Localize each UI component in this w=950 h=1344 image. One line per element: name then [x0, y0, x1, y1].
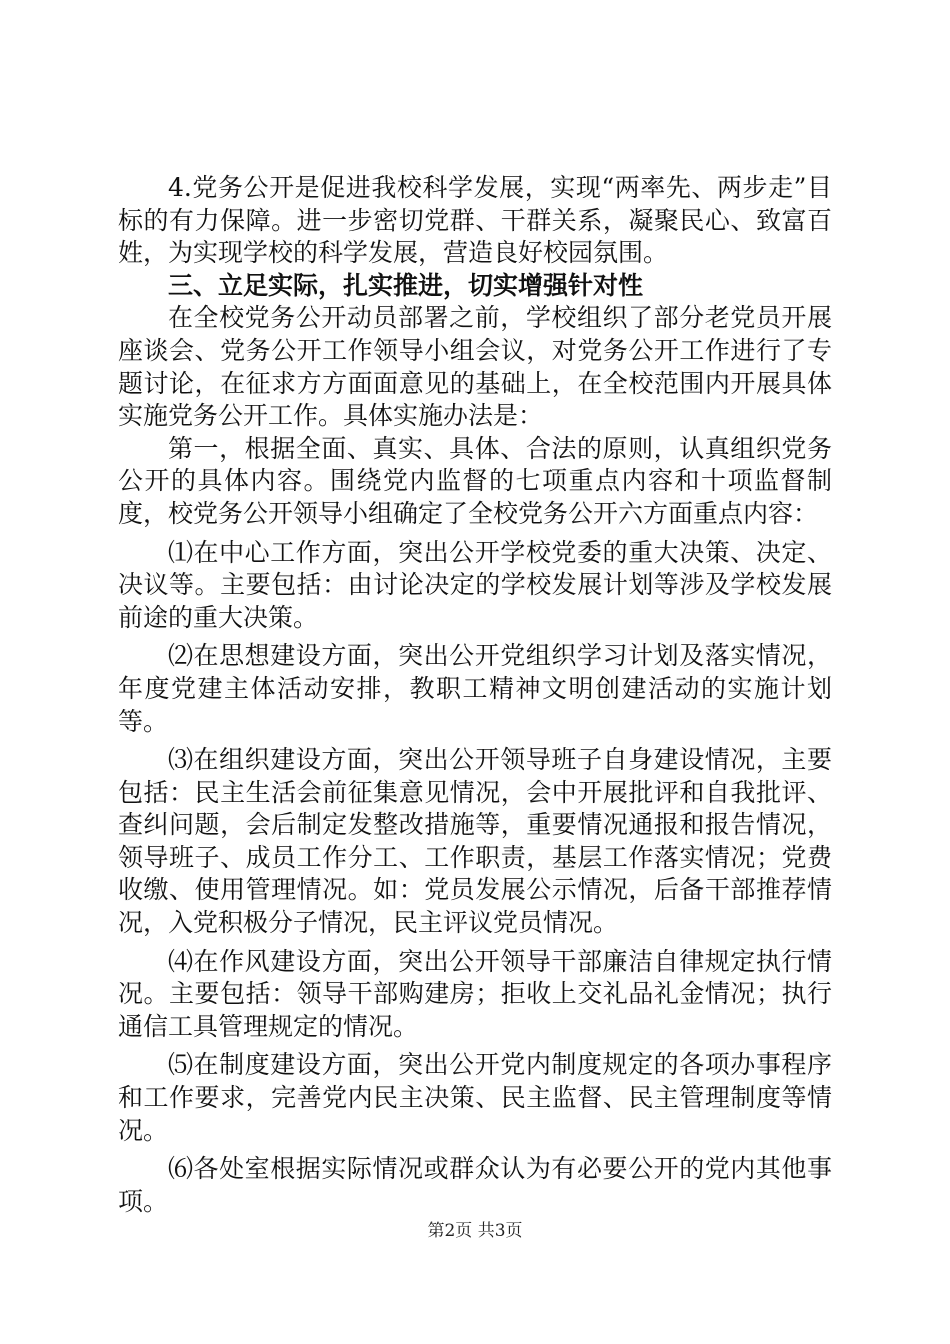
list-item-6-other-matters: ⑹各处室根据实际情况或群众认为有必要公开的党内其他事项。: [118, 1154, 832, 1216]
document-body: [118, 172, 832, 1218]
list-item-3-organization: ⑶在组织建设方面，突出公开领导班子自身建设情况，主要包括：民主生活会前征集意见情况，会中开展批评和自我批评、查纠问题，会后制定发整改措施等，重要情况通报和报告情况，领导班子、成员工作分工、工作职责，基层工作落实情况；党费收缴、使用管理情况。如：党员发展公示情况，后备干部推荐情况，入党积极分子情况，民主评议党员情况。: [118, 745, 832, 938]
page-number-footer: 第2页 共3页: [427, 1221, 523, 1241]
section-heading-three: 三、立足实际，扎实推进，切实增强针对性: [168, 270, 644, 300]
paragraph-preparation: 在全校党务公开动员部署之前，学校组织了部分老党员开展座谈会、党务公开工作领导小组会议，对党务公开工作进行了专题讨论，在征求方方面面意见的基础上，在全校范围内开展具体实施党务公开工作。具体实施办法是：: [118, 303, 832, 431]
list-item-2-ideology: ⑵在思想建设方面，突出公开党组织学习计划及落实情况，年度党建主体活动安排，教职工精神文明创建活动的实施计划等。: [118, 641, 832, 736]
list-item-5-institutions: ⑸在制度建设方面，突出公开党内制度规定的各项办事程序和工作要求，完善党内民主决策、民主监督、民主管理制度等情况。: [118, 1050, 832, 1145]
paragraph-4-guarantee: 4.党务公开是促进我校科学发展，实现“两率先、两步走”目标的有力保障。进一步密切党群、干群关系，凝聚民心、致富百姓，为实现学校的科学发展，营造良好校园氛围。: [118, 173, 832, 268]
list-item-1-central-work: ⑴在中心工作方面，突出公开学校党委的重大决策、决定、决议等。主要包括：由讨论决定的学校发展计划等涉及学校发展前途的重大决策。: [118, 537, 832, 632]
paragraph-first-principle: 第一，根据全面、真实、具体、合法的原则，认真组织党务公开的具体内容。围绕党内监督的七项重点内容和十项监督制度，校党务公开领导小组确定了全校党务公开六方面重点内容：: [118, 433, 832, 528]
list-item-4-work-style: ⑷在作风建设方面，突出公开领导干部廉洁自律规定执行情况。主要包括：领导干部购建房；拒收上交礼品礼金情况；执行通信工具管理规定的情况。: [118, 946, 832, 1041]
